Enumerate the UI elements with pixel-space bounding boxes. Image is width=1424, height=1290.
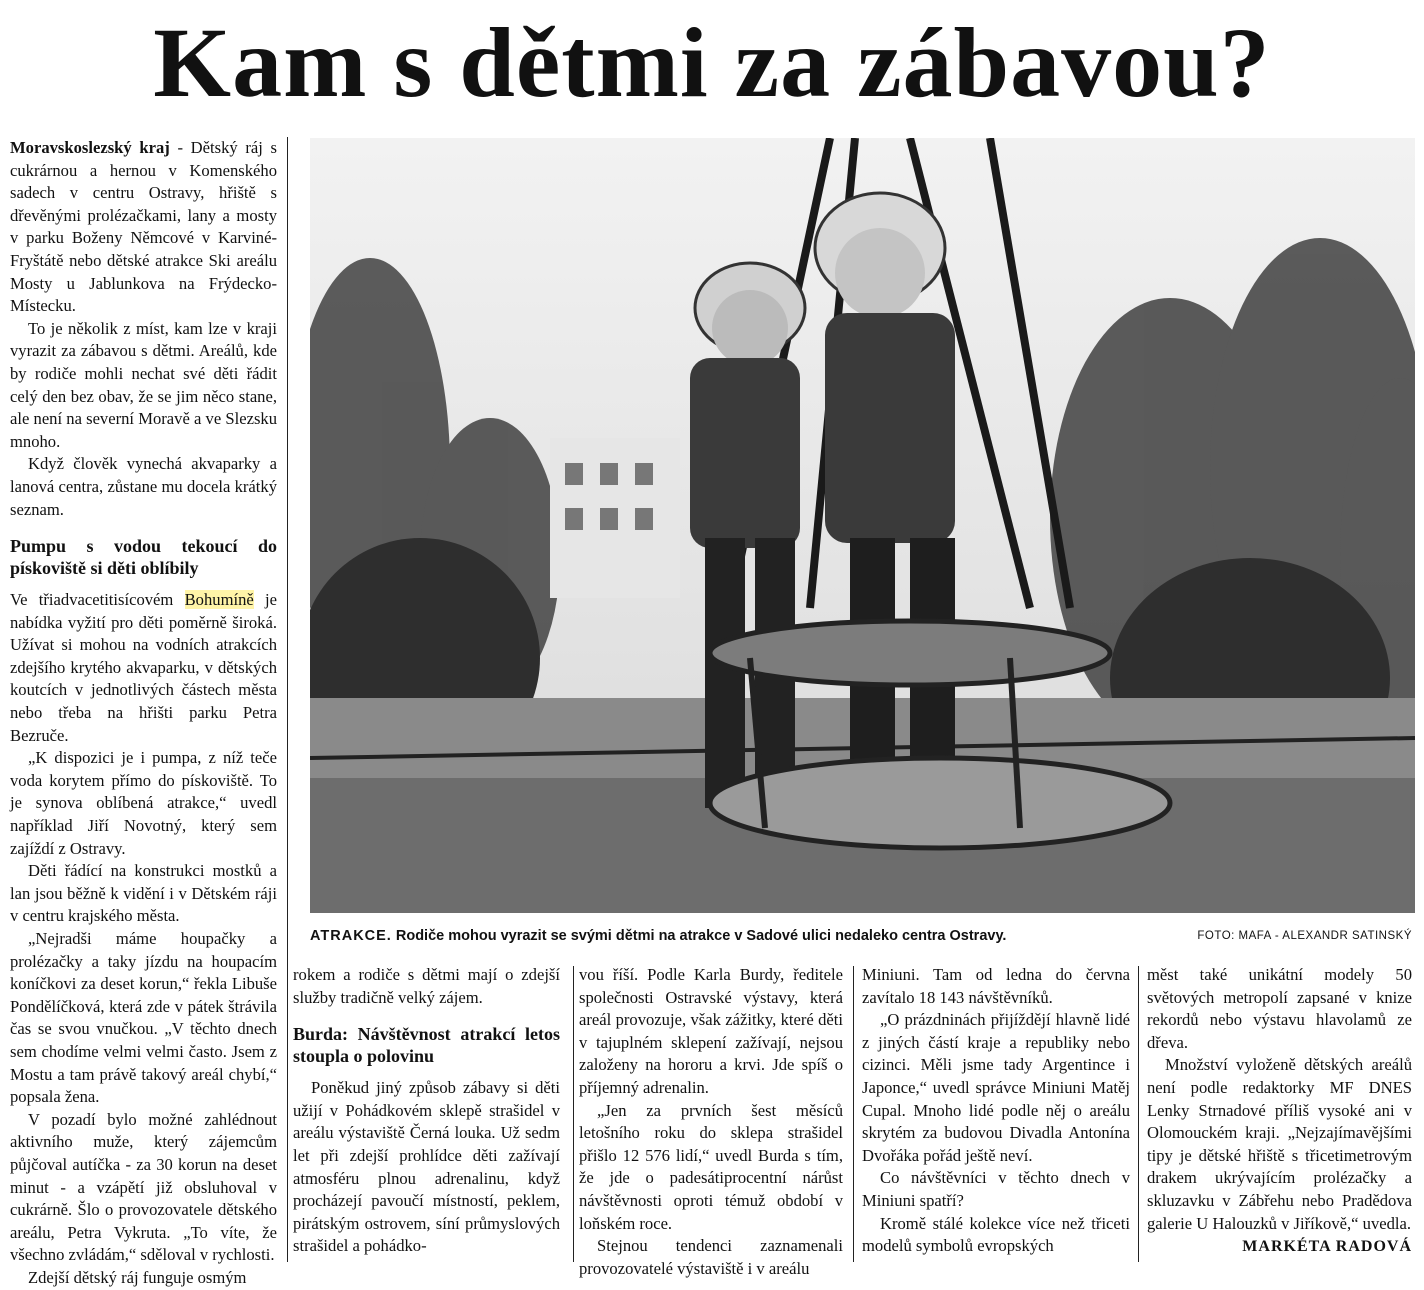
paragraph: „O prázdninách přijíždějí hlavně lidé z jiných částí kraje a republiky nebo cizinci. Měli jsme tady Argentince i Japonce,“ uvedl správce Miniuni Matěj Cupal. Mnoho lidé podle něj o areálu skrytém za budovou Divadla Antonína Dvořáka pořád ještě neví. — [862, 1010, 1130, 1165]
column-4 — [862, 964, 1130, 1258]
paragraph: rokem a rodiče s dětmi mají o zdejší služby tradičně velký zájem. — [293, 965, 560, 1007]
subheading: Burda: Návštěvnost atrakcí letos stoupla o polovinu — [293, 1024, 560, 1067]
byline: MARKÉTA RADOVÁ — [1242, 1238, 1412, 1255]
column-rule — [1138, 966, 1139, 1262]
caption-lead: ATRAKCE. — [310, 928, 392, 944]
highlighted-word: Bohumíně — [184, 590, 254, 610]
column-rule — [287, 137, 288, 1262]
column-2 — [293, 964, 560, 1258]
subheading: Pumpu s vodou tekoucí do pískoviště si děti oblíbily — [10, 536, 277, 579]
dateline: Moravskoslezský kraj — [10, 138, 170, 157]
paragraph: Děti řádící na konstrukci mostků a lan jsou běžně k vidění i v Dětském ráji v centru krajského města. — [10, 861, 277, 926]
paragraph-text: je nabídka vyžití pro děti poměrně široká. Užívat si mohou na vodních atrakcích zdejšího krytého akvaparku, v dětských koutcích v jednotlivých částech města nebo třeba na hřišti parku Petra Bezruče. — [10, 590, 277, 745]
paragraph: Poněkud jiný způsob zábavy si děti užijí v Pohádkovém sklepě strašidel v areálu výstaviště Černá louka. Už sedm let při zdejší prohlídce děti zažívají atmosféru plnou adrenalinu, když procházejí pavoučí místností, peklem, pirátským ostrovem, síní průmyslových strašidel a pohádko- — [293, 1078, 560, 1256]
paragraph: měst také unikátní modely 50 světových metropolí zapsané v knize rekordů nebo výstavu hlavolamů ze dřeva. — [1147, 965, 1412, 1052]
paragraph — [10, 137, 277, 318]
column-rule — [853, 966, 854, 1262]
column-5 — [1147, 964, 1412, 1235]
column-3 — [579, 964, 843, 1280]
headline: Kam s dětmi za zábavou? — [153, 7, 1271, 118]
paragraph: vou říší. Podle Karla Burdy, ředitele společnosti Ostravské výstavy, která areál provozuje, však zážitky, které děti v tajuplném sklepení zažívají, nejsou založeny na hororu a krvi. Jde spíš o příjemný adrenalin. — [579, 965, 843, 1097]
caption-text: Rodiče mohou vyrazit se svými dětmi na atrakce v Sadové ulici nedaleko centra Ostravy. — [391, 928, 1007, 944]
photo-children-swing-icon — [310, 138, 1415, 913]
photo-credit: FOTO: MAFA - ALEXANDR SATINSKÝ — [1197, 930, 1412, 942]
paragraph: To je několik z míst, kam lze v kraji vyrazit za zábavou s dětmi. Areálů, kde by rodiče mohli nechat své děti řádit celý den bez obav, že se jim něco stane, ale není na severní Moravě a ve Slezsku mnoho. — [10, 318, 277, 451]
paragraph: Když člověk vynechá akvaparky a lanová centra, zůstane mu docela krátký seznam. — [10, 454, 277, 519]
paragraph: Stejnou tendenci zaznamenali provozovatelé výstaviště i v areálu — [579, 1236, 843, 1278]
paragraph: Co návštěvníci v těchto dnech v Miniuni spatří? — [862, 1168, 1130, 1210]
paragraph: Kromě stálé kolekce více než třiceti modelů symbolů evropských — [862, 1213, 1130, 1256]
paragraph: „Jen za prvních šest měsíců letošního roku do sklepa strašidel přišlo 12 576 lidí,“ uvedl Burda s tím, že jde o padesátiprocentní nárůst návštěvnosti oproti témuž období v loňském roce. — [579, 1100, 843, 1233]
paragraph-text: Ve třiadvacetitisícovém — [10, 590, 185, 610]
photo — [310, 138, 1415, 913]
column-rule — [573, 966, 574, 1262]
paragraph — [10, 589, 277, 747]
paragraph: Množství vyloženě dětských areálů není podle redaktorky MF DNES Lenky Strnadové příliš vysoké ani v Olomouckém kraji. „Nejzajímavějšími tipy je dětské hřiště s třicetimetrovým drakem ukrývajícím prolézačky a skluzavku v Zábřehu nebo Pradědova galerie U Halouzků v Jiříkově,“ uvedla. — [1147, 1055, 1412, 1233]
paragraph: Miniuni. Tam od ledna do června zavítalo 18 143 návštěvníků. — [862, 965, 1130, 1007]
paragraph: „K dispozici je i pumpa, z níž teče voda korytem přímo do pískoviště. To je synova oblíbená atrakce,“ uvedl například Jiří Novotný, který sem zajíždí z Ostravy. — [10, 748, 277, 858]
paragraph: V pozadí bylo možné zahlédnout aktivního muže, který zájemcům půjčoval autíčka - za 30 korun na deset minut - a vzápětí již obsluhoval v cukrárně. Šlo o provozovatele dětského areálu, Petra Vykruta. „To víte, že všechno zvládám,“ sděloval v rychlosti. — [10, 1109, 277, 1265]
paragraph: „Nejradši máme houpačky a prolézačky a taky jízdu na houpacím koníčkovi za deset korun,“ řekla Libuše Pondělíčková, která zde v pátek štrávila čas se svou vnučkou. „V těchto dnech sem chodíme velmi velmi často. Jsem z Mostu a tam právě takový areál chybí,“ popsala žena. — [10, 929, 277, 1107]
paragraph: Zdejší dětský ráj funguje osmým — [28, 1267, 247, 1287]
column-1 — [10, 137, 277, 1290]
paragraph-text: - Dětský ráj s cukrárnou a hernou v Komenského sadech v centru Ostravy, hřiště s dřevěnými prolézačkami, lany a mosty v parku Boženy Němcové v Karviné-Fryštátě nebo dětské atrakce Ski areálu Mosty u Jablunkova na Frýdecko-Místecku. — [10, 138, 277, 316]
